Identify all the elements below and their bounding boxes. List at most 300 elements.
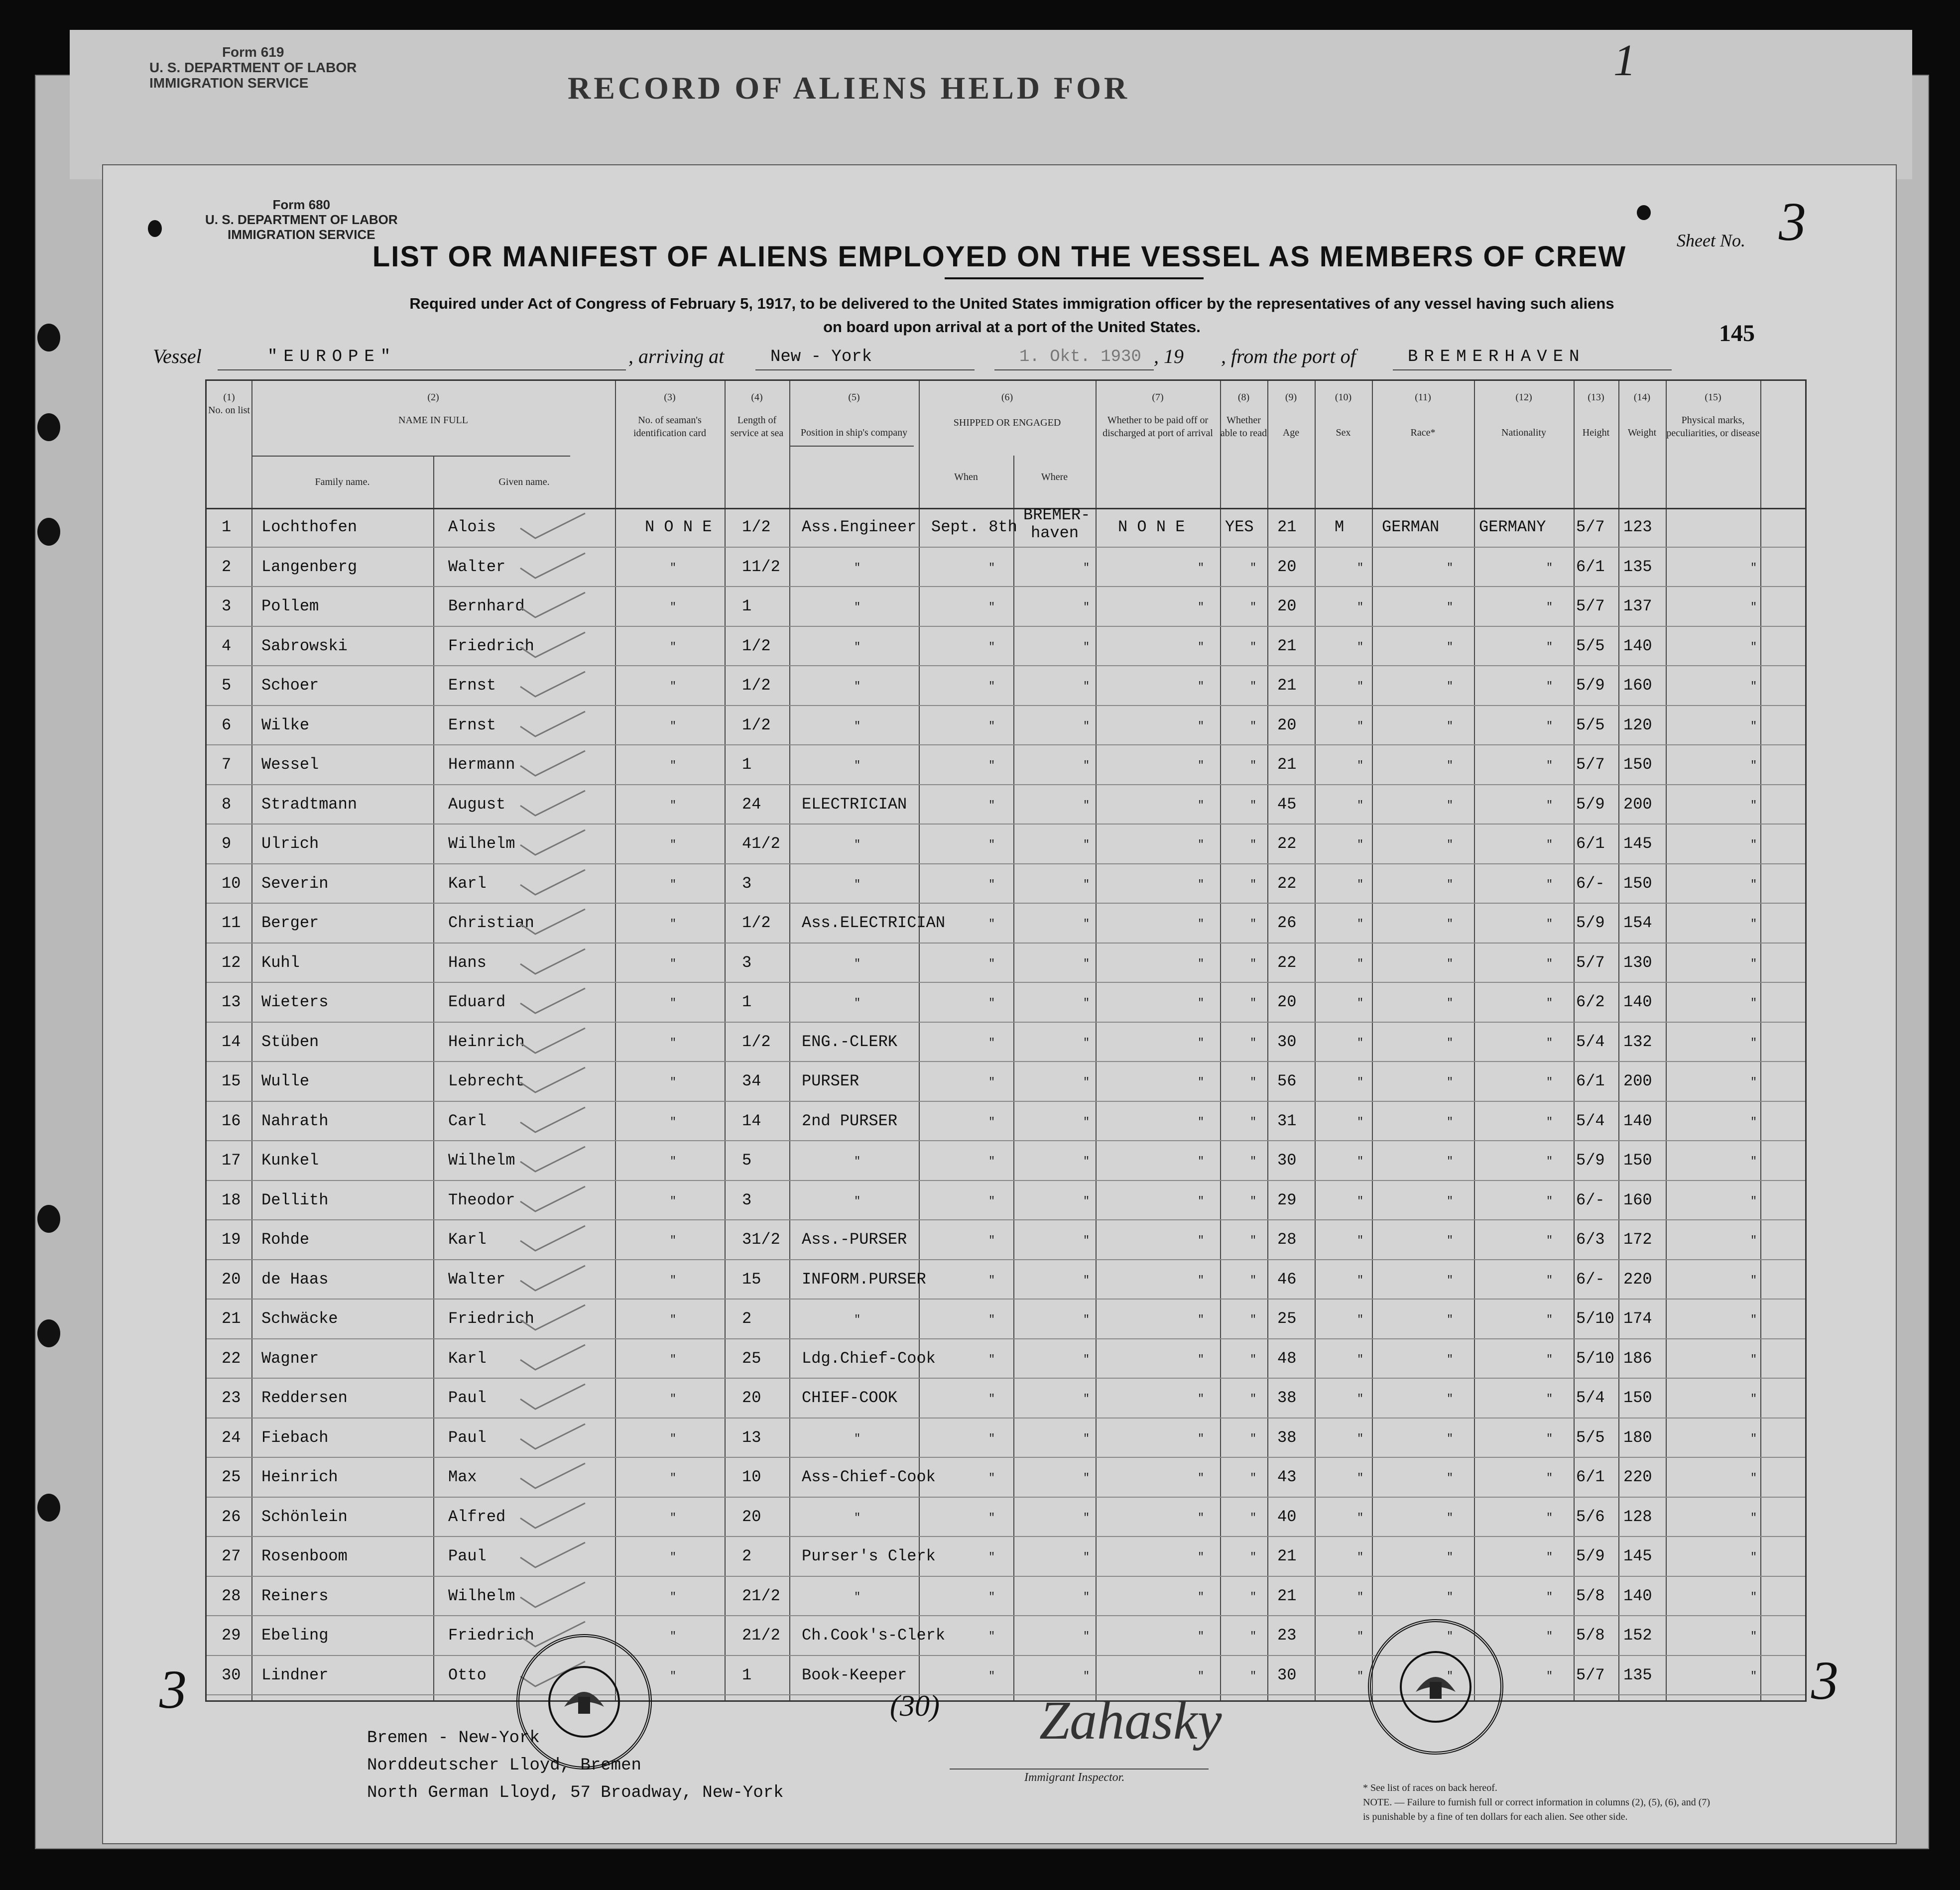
ditto-mark: " (854, 1194, 861, 1207)
ditto-mark: " (854, 878, 861, 891)
ditto-mark: " (1750, 1274, 1757, 1287)
row-number: 20 (222, 1270, 241, 1289)
ditto-mark: " (1546, 1115, 1553, 1128)
ditto-mark: " (1357, 1590, 1364, 1603)
binder-hole (37, 1494, 60, 1522)
height: 6/- (1576, 1270, 1605, 1289)
given-name: Paul (448, 1428, 487, 1447)
family-name: Ulrich (261, 834, 319, 853)
col-label: Age (1282, 427, 1300, 438)
height: 5/9 (1576, 1547, 1605, 1565)
ditto-mark: " (1546, 759, 1553, 772)
col-header-family: Family name. (315, 476, 370, 487)
col-header-read (1220, 391, 1267, 440)
col-number: (10) (1335, 392, 1352, 403)
row-number: 25 (222, 1468, 241, 1486)
ditto-mark: " (1357, 1432, 1364, 1445)
given-name: Karl (448, 1230, 487, 1249)
ditto-mark: " (1447, 1630, 1454, 1643)
given-name: Carl (448, 1111, 487, 1130)
ditto-mark: " (670, 1353, 677, 1366)
ditto-mark: " (1447, 838, 1454, 851)
ditto-mark: " (1546, 1076, 1553, 1088)
age: 22 (1277, 874, 1297, 893)
ditto-mark: " (1083, 1274, 1090, 1287)
ditto-mark: " (1447, 1234, 1454, 1247)
ditto-mark: " (670, 1076, 677, 1088)
given-name: Heinrich (448, 1032, 525, 1051)
ditto-mark: " (670, 838, 677, 851)
header-divider (789, 446, 914, 447)
back-form-header (149, 45, 357, 91)
back-form-sheet-number: 1 (1613, 36, 1636, 85)
department: U. S. DEPARTMENT OF LABOR (205, 212, 398, 227)
ditto-mark: " (1083, 759, 1090, 772)
ditto-mark: " (1250, 799, 1257, 812)
ditto-mark: " (1546, 1194, 1553, 1207)
sheet-number: 3 (1779, 191, 1806, 252)
ditto-mark: " (1750, 799, 1757, 812)
ditto-mark: " (1357, 1353, 1364, 1366)
age: 30 (1277, 1032, 1297, 1051)
row-number: 4 (222, 636, 232, 655)
col-number: (13) (1588, 392, 1604, 403)
service-length: 1/2 (742, 636, 771, 655)
ditto-mark: " (1083, 561, 1090, 574)
col-header-when: When (954, 472, 978, 482)
age: 46 (1277, 1270, 1297, 1289)
col-number: (5) (848, 392, 860, 403)
height: 6/- (1576, 874, 1605, 893)
position: ELECTRICIAN (802, 795, 907, 814)
ditto-mark: " (988, 1353, 995, 1366)
table-row (207, 587, 1805, 627)
weight: 186 (1623, 1349, 1652, 1368)
table-row (207, 1181, 1805, 1221)
checkmark-icon (515, 669, 590, 699)
vessel-value: "EUROPE" (267, 348, 397, 366)
ditto-mark: " (1750, 1669, 1757, 1682)
ditto-mark: " (1546, 680, 1553, 693)
weight: 180 (1623, 1428, 1652, 1447)
ditto-mark: " (1083, 1155, 1090, 1168)
ditto-mark: " (1750, 1630, 1757, 1643)
ditto-mark: " (1250, 561, 1257, 574)
ditto-mark: " (1750, 1590, 1757, 1603)
col-header-no (207, 391, 251, 417)
checkmark-icon (515, 788, 590, 818)
ditto-mark: " (988, 1155, 995, 1168)
row-number: 28 (222, 1586, 241, 1605)
header-divider (251, 456, 570, 457)
col-header-age (1267, 391, 1315, 439)
given-name: Wilhelm (448, 1151, 515, 1170)
ditto-mark: " (1250, 918, 1257, 930)
consulate-seal (516, 1634, 652, 1770)
ditto-mark: " (1198, 1234, 1205, 1247)
ditto-mark: " (1198, 1551, 1205, 1563)
ditto-mark: " (1198, 1511, 1205, 1524)
binder-hole (37, 518, 60, 546)
col-label: Whether able to read (1220, 415, 1267, 439)
ditto-mark: " (1750, 1036, 1757, 1049)
ditto-mark: " (1250, 1393, 1257, 1405)
ditto-mark: " (1750, 997, 1757, 1009)
ditto-mark: " (988, 1076, 995, 1088)
ditto-mark: " (854, 1432, 861, 1445)
ditto-mark: " (1198, 1076, 1205, 1088)
ditto-mark: " (1546, 1511, 1553, 1524)
table-row (207, 1220, 1805, 1260)
paid-off-value: N O N E (1118, 518, 1185, 536)
checkmark-icon (515, 1501, 590, 1531)
form-number-block (205, 198, 398, 242)
checkmark-icon (515, 1184, 590, 1214)
ditto-mark: " (854, 759, 861, 772)
ditto-mark: " (1083, 918, 1090, 930)
weight: 140 (1623, 1111, 1652, 1130)
sheet-label: Sheet No. (1677, 231, 1745, 250)
ditto-mark: " (1250, 1669, 1257, 1682)
ditto-mark: " (1198, 1353, 1205, 1366)
ditto-mark: " (1357, 957, 1364, 970)
ditto-mark: " (670, 601, 677, 613)
ditto-mark: " (1198, 1472, 1205, 1484)
ditto-mark: " (988, 1234, 995, 1247)
age: 21 (1277, 636, 1297, 655)
table-row (207, 1498, 1805, 1537)
table-row (207, 548, 1805, 588)
ditto-mark: " (1250, 878, 1257, 891)
ditto-mark: " (1198, 1155, 1205, 1168)
year-label: , 19 (1154, 345, 1184, 367)
table-row (207, 745, 1805, 785)
col-header-nationality (1474, 391, 1574, 439)
checkmark-icon (515, 551, 590, 581)
ditto-mark: " (1546, 1630, 1553, 1643)
col-header-shipped (919, 391, 1096, 429)
table-row (207, 864, 1805, 904)
col-number: (3) (664, 392, 676, 403)
ditto-mark: " (1447, 799, 1454, 812)
service-length: 15 (742, 1270, 761, 1289)
service-length: 3 (742, 874, 752, 893)
position: Ass.ELECTRICIAN (802, 914, 946, 932)
height: 5/5 (1576, 1428, 1605, 1447)
height: 5/6 (1576, 1507, 1605, 1526)
ditto-mark: " (1546, 1432, 1553, 1445)
col-header-paid-off (1096, 391, 1220, 440)
ditto-mark: " (1250, 1511, 1257, 1524)
row-number: 1 (222, 518, 232, 536)
given-name: Friedrich (448, 1309, 534, 1328)
crew-count: (30) (890, 1689, 940, 1722)
age: 22 (1277, 953, 1297, 972)
ditto-mark: " (1546, 1353, 1553, 1366)
ditto-mark: " (1447, 759, 1454, 772)
ditto-mark: " (988, 1393, 995, 1405)
ditto-mark: " (1083, 957, 1090, 970)
ditto-mark: " (1357, 997, 1364, 1009)
ditto-mark: " (1750, 1353, 1757, 1366)
ditto-mark: " (1546, 1036, 1553, 1049)
ditto-mark: " (988, 601, 995, 613)
table-row (207, 627, 1805, 667)
row-number: 22 (222, 1349, 241, 1368)
table-row (207, 904, 1805, 944)
ditto-mark: " (1250, 1590, 1257, 1603)
ditto-mark: " (1250, 997, 1257, 1009)
ditto-mark: " (1083, 1036, 1090, 1049)
row-number: 12 (222, 953, 241, 972)
row-number: 23 (222, 1389, 241, 1407)
checkmark-icon (515, 1540, 590, 1570)
height: 5/7 (1576, 1665, 1605, 1684)
table-row (207, 983, 1805, 1023)
given-name: Friedrich (448, 1626, 534, 1645)
family-name: Lochthofen (261, 518, 358, 536)
table-row (207, 706, 1805, 746)
age: 21 (1277, 1547, 1297, 1565)
height: 5/5 (1576, 636, 1605, 655)
service-length: 1/2 (742, 914, 771, 932)
punch-hole (1637, 205, 1651, 220)
ditto-mark: " (670, 918, 677, 930)
family-name: Rosenboom (261, 1547, 348, 1565)
ditto-mark: " (988, 640, 995, 653)
ditto-mark: " (854, 957, 861, 970)
col-number: (11) (1415, 392, 1431, 403)
service-length: 21/2 (742, 1626, 780, 1645)
ditto-mark: " (1198, 640, 1205, 653)
ditto-mark: " (1198, 1194, 1205, 1207)
position: Ch.Cook's-Clerk (802, 1626, 946, 1645)
row-number: 19 (222, 1230, 241, 1249)
ditto-mark: " (670, 719, 677, 732)
height: 6/1 (1576, 1072, 1605, 1090)
checkmark-icon (515, 1461, 590, 1491)
family-name: de Haas (261, 1270, 329, 1289)
subtitle-line: Required under Act of Congress of February 5, 1917, to be delivered to the United States immigration officer by the representatives of any vessel having such aliens (409, 295, 1614, 312)
crew-table (205, 379, 1807, 1702)
from-port-label: , from the port of (1221, 345, 1356, 367)
ditto-mark: " (1083, 1669, 1090, 1682)
ditto-mark: " (1250, 1115, 1257, 1128)
back-form-title: RECORD OF ALIENS HELD FOR (568, 70, 1130, 106)
table-row (207, 1260, 1805, 1300)
given-name: Hans (448, 953, 487, 972)
service-length: 1 (742, 993, 752, 1011)
ditto-mark: " (1357, 719, 1364, 732)
col-label: Weight (1627, 427, 1657, 438)
position: PURSER (802, 1072, 859, 1090)
ditto-mark: " (1750, 878, 1757, 891)
ditto-mark: " (1198, 838, 1205, 851)
ditto-mark: " (1357, 799, 1364, 812)
height: 5/4 (1576, 1389, 1605, 1407)
given-name: Paul (448, 1389, 487, 1407)
note-line: is punishable by a fine of ten dollars for each alien. See other side. (1363, 1811, 1628, 1822)
family-name: Reddersen (261, 1389, 348, 1407)
page-subtitle (252, 292, 1771, 339)
ditto-mark: " (670, 1155, 677, 1168)
service-length: 3 (742, 953, 752, 972)
age: 23 (1277, 1626, 1297, 1645)
from-port-value: BREMERHAVEN (1408, 348, 1586, 366)
ditto-mark: " (1447, 997, 1454, 1009)
service-length: 3 (742, 1190, 752, 1209)
ditto-mark: " (1750, 719, 1757, 732)
table-row (207, 1537, 1805, 1577)
table-row (207, 825, 1805, 864)
ditto-mark: " (1083, 799, 1090, 812)
family-name: Wagner (261, 1349, 319, 1368)
row-number: 7 (222, 755, 232, 774)
page-title: LIST OR MANIFEST OF ALIENS EMPLOYED ON THE VESSEL AS MEMBERS OF CREW (372, 240, 1627, 273)
col-header-given: Given name. (498, 476, 550, 487)
weight: 137 (1623, 597, 1652, 615)
given-name: Max (448, 1468, 477, 1486)
ditto-mark: " (1546, 640, 1553, 653)
weight: 145 (1623, 834, 1652, 853)
position: Book-Keeper (802, 1665, 907, 1684)
ditto-mark: " (988, 719, 995, 732)
ditto-mark: " (1083, 1590, 1090, 1603)
ditto-mark: " (988, 1472, 995, 1484)
service-length: 31/2 (742, 1230, 780, 1249)
ditto-mark: " (670, 1590, 677, 1603)
family-name: Rohde (261, 1230, 310, 1249)
ditto-mark: " (1447, 1511, 1454, 1524)
row-number: 11 (222, 914, 241, 932)
given-name: Bernhard (448, 597, 525, 615)
ditto-mark: " (1750, 1551, 1757, 1563)
ditto-mark: " (670, 1669, 677, 1682)
col-number: (14) (1633, 392, 1651, 403)
table-row (207, 1656, 1805, 1696)
family-name: Langenberg (261, 557, 358, 576)
ditto-mark: " (1250, 1274, 1257, 1287)
given-name: Ernst (448, 715, 496, 734)
arriving-label: , arriving at (628, 345, 725, 367)
checkmark-icon (515, 867, 590, 897)
col-label: No. of seaman's identification card (633, 415, 707, 439)
ditto-mark: " (670, 1036, 677, 1049)
ditto-mark: " (1250, 1313, 1257, 1326)
checkmark-icon (515, 1382, 590, 1412)
age: 43 (1277, 1468, 1297, 1486)
ditto-mark: " (670, 957, 677, 970)
ditto-mark: " (1750, 1115, 1757, 1128)
ditto-mark: " (1357, 1194, 1364, 1207)
ditto-mark: " (1198, 799, 1205, 812)
binder-hole (37, 413, 60, 441)
back-form-number: Form 619 (222, 44, 284, 60)
col-header-sex (1315, 391, 1372, 439)
given-name: Christian (448, 914, 534, 932)
col-label: NAME IN FULL (398, 415, 468, 426)
ditto-mark: " (1198, 1432, 1205, 1445)
col-label: Nationality (1501, 427, 1546, 438)
ditto-mark: " (1447, 1353, 1454, 1366)
position: Purser's Clerk (802, 1547, 936, 1565)
ditto-mark: " (670, 1313, 677, 1326)
ditto-mark: " (1083, 1313, 1090, 1326)
ditto-mark: " (670, 1274, 677, 1287)
ditto-mark: " (988, 1432, 995, 1445)
weight: 140 (1623, 636, 1652, 655)
service-length: 41/2 (742, 834, 780, 853)
ditto-mark: " (1198, 601, 1205, 613)
weight: 150 (1623, 1389, 1652, 1407)
weight: 150 (1623, 874, 1652, 893)
ditto-mark: " (1447, 640, 1454, 653)
ditto-mark: " (1198, 918, 1205, 930)
given-name: Wilhelm (448, 834, 515, 853)
ditto-mark: " (1198, 957, 1205, 970)
ditto-mark: " (1083, 680, 1090, 693)
checkmark-icon (515, 986, 590, 1016)
given-name: Alfred (448, 1507, 506, 1526)
company-address-line: North German Lloyd, 57 Broadway, New-York (367, 1783, 784, 1802)
ditto-mark: " (1546, 1472, 1553, 1484)
shipped-where: haven (1031, 524, 1079, 542)
col-number: (9) (1285, 392, 1297, 403)
height: 5/5 (1576, 715, 1605, 734)
col-label: Height (1582, 427, 1610, 438)
height: 5/4 (1576, 1111, 1605, 1130)
ditto-mark: " (1357, 1393, 1364, 1405)
ditto-mark: " (1750, 1155, 1757, 1168)
ditto-mark: " (988, 838, 995, 851)
family-name: Wieters (261, 993, 329, 1011)
age: 20 (1277, 993, 1297, 1011)
age: 21 (1277, 755, 1297, 774)
col-header-physical-marks (1666, 391, 1760, 440)
ditto-mark: " (670, 1630, 677, 1643)
weight: 128 (1623, 1507, 1652, 1526)
ditto-mark: " (670, 1194, 677, 1207)
ditto-mark: " (670, 1472, 677, 1484)
age: 30 (1277, 1665, 1297, 1684)
eagle-seal-icon (519, 1637, 649, 1767)
ditto-mark: " (1083, 1234, 1090, 1247)
weight: 150 (1623, 1151, 1652, 1170)
height: 5/8 (1576, 1586, 1605, 1605)
ditto-mark: " (1083, 878, 1090, 891)
form-number: Form 680 (272, 197, 331, 212)
service-length: 1/2 (742, 715, 771, 734)
position: 2nd PURSER (802, 1111, 898, 1130)
ditto-mark: " (988, 1630, 995, 1643)
row-number: 9 (222, 834, 232, 853)
age: 45 (1277, 795, 1297, 814)
weight: 130 (1623, 953, 1652, 972)
ditto-mark: " (1357, 759, 1364, 772)
given-name: Paul (448, 1547, 487, 1565)
vessel-label: Vessel (153, 345, 202, 367)
ditto-mark: " (1083, 1076, 1090, 1088)
ditto-mark: " (1447, 1036, 1454, 1049)
table-row (207, 666, 1805, 706)
height: 5/10 (1576, 1349, 1614, 1368)
sex: M (1335, 518, 1345, 536)
ditto-mark: " (1357, 1036, 1364, 1049)
weight: 160 (1623, 1190, 1652, 1209)
table-row (207, 1141, 1805, 1181)
ditto-mark: " (1447, 1155, 1454, 1168)
inspector-signature: Zahasky (1039, 1690, 1222, 1751)
